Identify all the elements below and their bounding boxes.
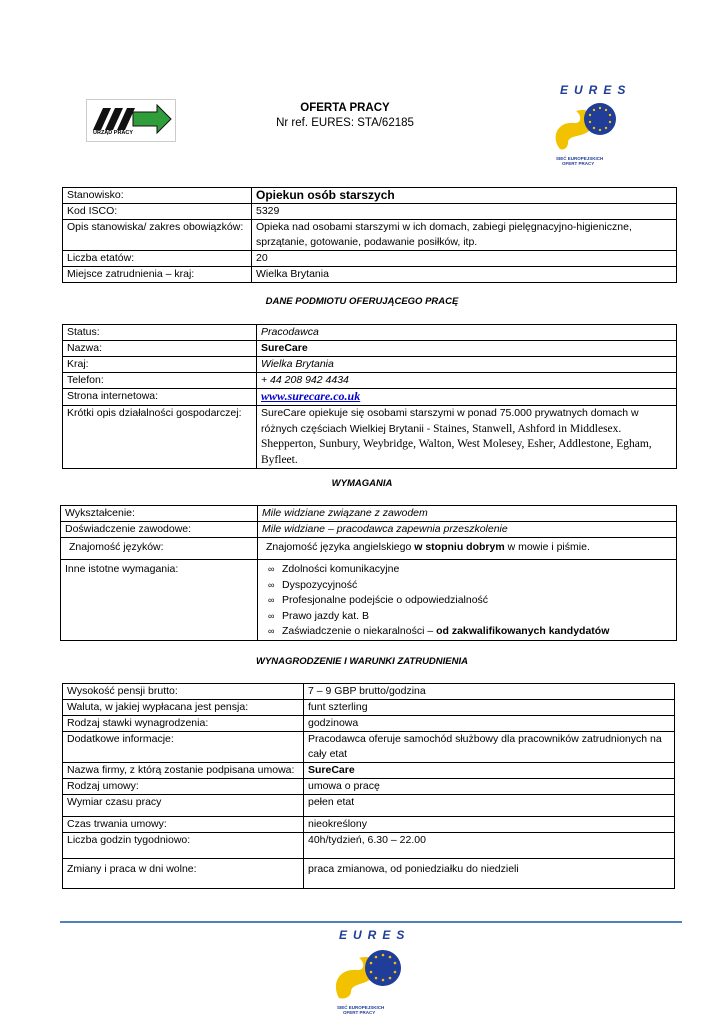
- job-label: Stanowisko:: [63, 188, 252, 204]
- languages-pre: Znajomość języka angielskiego: [266, 541, 415, 553]
- salary-label: Wysokość pensji brutto:: [63, 684, 304, 700]
- page-title: OFERTA PRACY: [300, 102, 390, 114]
- eures-emblem-icon: [548, 97, 624, 153]
- list-item: [268, 593, 672, 609]
- languages-post: w mowie i piśmie.: [504, 541, 590, 553]
- job-position-value: Opiekun osób starszych: [252, 188, 677, 204]
- employer-label: Telefon:: [63, 373, 257, 389]
- requirements-table: [60, 505, 677, 641]
- table-row: [63, 406, 677, 469]
- employer-description-cell: [257, 406, 677, 469]
- salary-value: funt szterling: [304, 700, 675, 716]
- salary-label: Zmiany i praca w dni wolne:: [63, 859, 304, 889]
- table-row: [63, 859, 675, 889]
- table-row: [63, 716, 675, 732]
- employer-label: Nazwa:: [63, 341, 257, 357]
- list-item: [268, 624, 672, 640]
- salary-label: Rodzaj stawki wynagrodzenia:: [63, 716, 304, 732]
- table-row: [61, 560, 677, 641]
- employer-label: Kraj:: [63, 357, 257, 373]
- employer-table: [62, 324, 677, 469]
- employer-website-cell: [257, 389, 677, 406]
- employer-phone-value: + 44 208 942 4434: [257, 373, 677, 389]
- job-table: [62, 187, 677, 283]
- table-row: [63, 684, 675, 700]
- table-row: [61, 538, 677, 560]
- table-row: [63, 357, 677, 373]
- salary-label: Liczba godzin tygodniowo:: [63, 833, 304, 859]
- salary-label: Wymiar czasu pracy: [63, 795, 304, 817]
- eures-logo-sub1: SIEĆ EUROPEJSKICH: [337, 1005, 385, 1010]
- footer-divider: [60, 921, 682, 923]
- list-item-text: Profesjonalne podejście o odpowiedzialność: [282, 594, 489, 606]
- table-row: [63, 373, 677, 389]
- table-row: [63, 204, 677, 220]
- requirements-label: Znajomość języków:: [61, 538, 258, 560]
- job-description-value: Opieka nad osobami starszymi w ich domach, zabiegi pielęgnacyjno-higieniczne, sprzątanie, gotowanie, podawanie posiłków, itp.: [252, 220, 677, 251]
- education-value: Mile widziane związane z zawodem: [258, 506, 677, 522]
- eures-logo-sub1: SIEĆ EUROPEJSKICH: [556, 156, 604, 161]
- eures-logo-bottom: [333, 928, 409, 1020]
- eures-logo-top: [548, 83, 632, 169]
- salary-value: umowa o pracę: [304, 779, 675, 795]
- salary-value: godzinowa: [304, 716, 675, 732]
- salary-value: 40h/tydzień, 6.30 – 22.00: [304, 833, 675, 859]
- salary-value: pełen etat: [304, 795, 675, 817]
- eures-logo-sub2: OFERT PRACY: [343, 1010, 376, 1015]
- list-item-text: Dyspozycyjność: [282, 578, 358, 591]
- table-row: [63, 251, 677, 267]
- eures-logo-text: EURES: [339, 928, 411, 942]
- table-row: [61, 506, 677, 522]
- urzad-pracy-label: URZĄD PRACY: [93, 130, 134, 136]
- infinity-bullet-icon: ∞: [268, 610, 275, 621]
- employer-description-text: SureCare opiekuje się osobami starszymi w ponad 75.000 prywatnych domach w różnych częściach Wielkiej Brytanii -: [261, 407, 639, 435]
- table-row: [63, 763, 675, 779]
- salary-value: 7 – 9 GBP brutto/godzina: [304, 684, 675, 700]
- salary-value: Pracodawca oferuje samochód służbowy dla pracowników zatrudnionych na cały etat: [304, 732, 675, 763]
- employer-label: Status:: [63, 325, 257, 341]
- table-row: [63, 267, 677, 283]
- salary-label: Waluta, w jakiej wypłacana jest pensja:: [63, 700, 304, 716]
- urzad-pracy-logo: [86, 99, 176, 142]
- employer-status-value: Pracodawca: [257, 325, 677, 341]
- job-label: Opis stanowiska/ zakres obowiązków:: [63, 220, 252, 251]
- eures-logo-sub2: OFERT PRACY: [562, 161, 595, 166]
- table-row: [61, 522, 677, 538]
- table-row: [63, 817, 675, 833]
- languages-value: [258, 538, 677, 560]
- experience-value: Mile widziane – pracodawca zapewnia przeszkolenie: [258, 522, 677, 538]
- requirements-label: Wykształcenie:: [61, 506, 258, 522]
- table-row: [63, 220, 677, 251]
- job-count-value: 20: [252, 251, 677, 267]
- reference-number: Nr ref. EURES: STA/62185: [276, 117, 414, 129]
- employer-label: Krótki opis działalności gospodarczej:: [63, 406, 257, 469]
- infinity-bullet-icon: ∞: [268, 595, 275, 605]
- list-item: [268, 562, 672, 578]
- job-label: Kod ISCO:: [63, 204, 252, 220]
- infinity-bullet-icon: ∞: [268, 564, 275, 574]
- table-row: [63, 700, 675, 716]
- requirements-heading: WYMAGANIA: [331, 478, 393, 489]
- job-country-value: Wielka Brytania: [252, 267, 677, 283]
- salary-value: SureCare: [304, 763, 675, 779]
- salary-label: Dodatkowe informacje:: [63, 732, 304, 763]
- table-row: [63, 341, 677, 357]
- eures-emblem-icon: [333, 942, 409, 1002]
- list-item: [268, 609, 672, 625]
- list-item-text: Prawo jazdy kat. B: [282, 609, 369, 622]
- table-row: [63, 188, 677, 204]
- employer-label: Strona internetowa:: [63, 389, 257, 406]
- list-item: [268, 578, 672, 594]
- other-requirements-list: [262, 562, 672, 640]
- salary-heading: WYNAGRODZENIE I WARUNKI ZATRUDNIENIA: [256, 656, 468, 667]
- requirements-label: Inne istotne wymagania:: [61, 560, 258, 641]
- table-row: [63, 389, 677, 406]
- employer-description-locations: Staines, Stanwell, Ashford in Middlesex. Shepperton, Sunbury, Weybridge, Walton, West Molesey, Esher, Addlestone, Egham, Byfleet.: [261, 422, 652, 466]
- job-label: Miejsce zatrudnienia – kraj:: [63, 267, 252, 283]
- page-title-block: [200, 101, 490, 131]
- salary-label: Czas trwania umowy:: [63, 817, 304, 833]
- table-row: [63, 833, 675, 859]
- salary-label: Nazwa firmy, z którą zostanie podpisana umowa:: [63, 763, 304, 779]
- list-item-text: Zdolności komunikacyjne: [282, 563, 400, 575]
- job-isco-value: 5329: [252, 204, 677, 220]
- table-row: [63, 732, 675, 763]
- salary-value: praca zmianowa, od poniedziałku do niedzieli: [304, 859, 675, 889]
- table-row: [63, 795, 675, 817]
- salary-label: Rodzaj umowy:: [63, 779, 304, 795]
- employer-country-value: Wielka Brytania: [257, 357, 677, 373]
- employer-website-link[interactable]: www.surecare.co.uk: [261, 389, 361, 403]
- job-label: Liczba etatów:: [63, 251, 252, 267]
- other-requirements-cell: [258, 560, 677, 641]
- requirements-label: Doświadczenie zawodowe:: [61, 522, 258, 538]
- table-row: [63, 325, 677, 341]
- salary-value: nieokreślony: [304, 817, 675, 833]
- list-item-bold: od zakwalifikowanych kandydatów: [436, 625, 610, 637]
- list-item-text: Zaświadczenie o niekaralności –: [282, 625, 437, 637]
- employer-heading: DANE PODMIOTU OFERUJĄCEGO PRACĘ: [265, 296, 459, 307]
- table-row: [63, 779, 675, 795]
- eures-logo-text: EURES: [560, 83, 632, 97]
- salary-table: [62, 683, 675, 889]
- employer-name-value: SureCare: [257, 341, 677, 357]
- languages-bold: w stopniu dobrym: [414, 541, 505, 553]
- infinity-bullet-icon: ∞: [268, 579, 275, 590]
- infinity-bullet-icon: ∞: [268, 626, 275, 636]
